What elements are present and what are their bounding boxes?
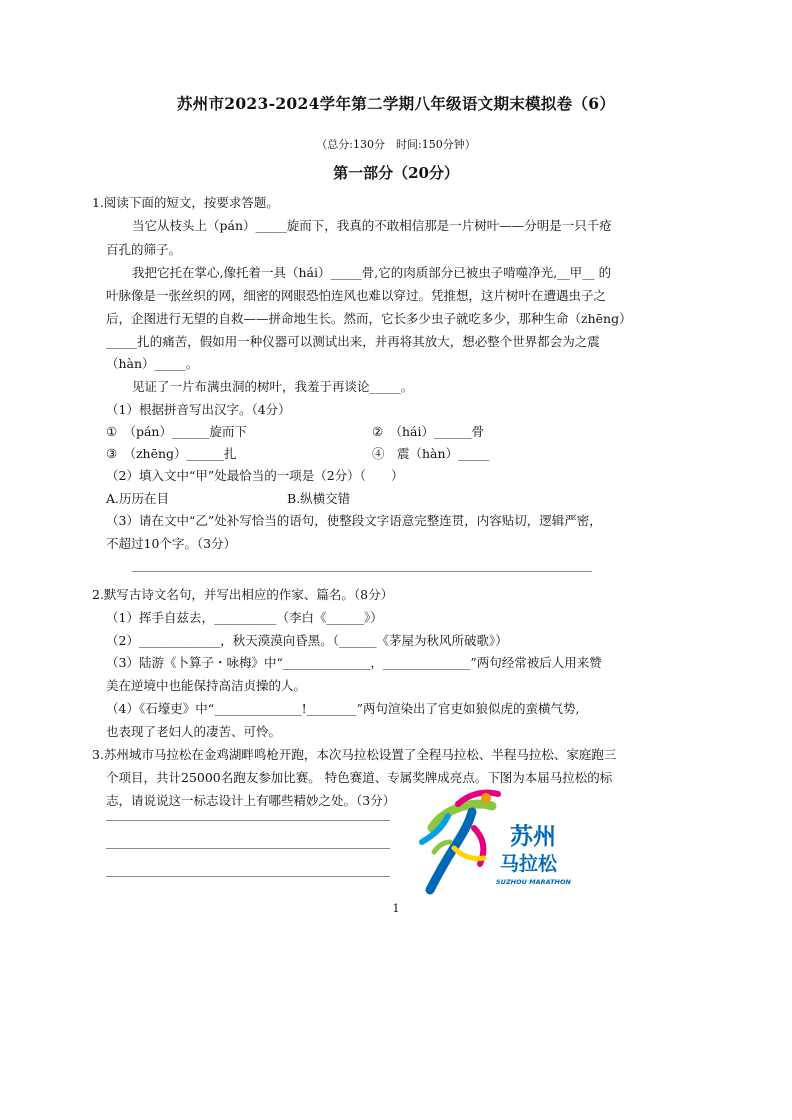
q2-stem: 2.默写古诗文名句，并写出相应的作家、篇名。（8分）	[92, 587, 394, 602]
q2-item-cont: 美在逆境中也能保持高洁贞操的人。	[106, 678, 307, 693]
suzhou-marathon-logo	[414, 786, 582, 898]
q1-passage-line: 当它从枝头上（pán）_____旋而下，我真的不敢相信那是一片树叶——分明是一只千疮	[132, 218, 612, 233]
q2-item-cont: 也表现了老妇人的凄苦、可怜。	[106, 724, 282, 739]
q2-item: （4）《石壕吏》中“______________!________”两句渲染出了官吏如狼似虎的蛮横气势,	[106, 701, 580, 716]
q3-stem: 3.苏州城市马拉松在金鸡湖畔鸣枪开跑，本次马拉松设置了全程马拉松、半程马拉松、家庭跑三	[92, 747, 617, 762]
q1-passage-line: 我把它托在掌心,像托着一具（hái）_____骨,它的肉质部分已被虫子啃噬净光,__甲__ 的	[132, 265, 612, 280]
answer-line	[132, 571, 592, 572]
q1-sub2-option-a: A.历历在目	[106, 491, 170, 506]
part-heading: 第一部分（20分）	[333, 164, 459, 182]
q1-sub2: （2）填入文中“甲”处最恰当的一项是（2分）（ ）	[106, 468, 404, 483]
q1-stem: 1.阅读下面的短文，按要求答题。	[92, 195, 279, 210]
logo-text-cn2: 马拉松	[500, 853, 558, 875]
q1-passage-line: （hàn）_____。	[106, 356, 199, 371]
q1-passage-line: 叶脉像是一张丝织的网，细密的网眼恐怕连风也难以穿过。凭推想，这片树叶在遭遇虫子之	[106, 288, 607, 303]
q1-passage-line: 百孔的筛子。	[106, 242, 182, 257]
logo-text-en: SUZHOU MARATHON	[496, 878, 571, 886]
exam-info: （总分:130分 时间:150分钟）	[316, 138, 476, 151]
q3-stem-cont: 志，请说说这一标志设计上有哪些精妙之处。（3分）	[106, 793, 396, 808]
q1-sub2-option-b: B.纵横交错	[287, 491, 351, 506]
q1-sub1-item: ② （hái）______骨	[372, 424, 484, 439]
answer-line	[106, 876, 390, 877]
q2-item: （1）挥手自兹去，__________（李白《______》）	[106, 610, 383, 625]
q1-sub3: （3）请在文中“乙”处补写恰当的语句，使整段文字语意完整连贯，内容贴切，逻辑严密，	[106, 513, 602, 528]
answer-line	[106, 848, 390, 849]
page-number: 1	[392, 902, 400, 915]
q1-sub1-item: ③ （zhēng）______扎	[106, 446, 237, 461]
q3-stem-cont: 个项目，共计25000名跑友参加比赛。 特色赛道、专属奖牌成亮点。下图为本届马拉松的标	[106, 770, 613, 785]
page-title: 苏州市2023-2024学年第二学期八年级语文期末模拟卷（6）	[176, 94, 616, 113]
q1-sub3-cont: 不超过10个字。（3分）	[106, 536, 237, 551]
q1-sub1: （1）根据拼音写出汉字。（4分）	[106, 402, 291, 417]
logo-text-cn1: 苏州	[510, 824, 556, 850]
q1-sub1-item: ④ 震（hàn）_____	[372, 446, 490, 461]
q1-passage-line: 见证了一片布满虫洞的树叶，我羞于再谈论_____。	[132, 379, 414, 394]
q1-passage-line: 后，企图进行无望的自救——拼命地生长。然而，它长多少虫子就吃多少，那种生命（zhēng）	[106, 311, 632, 326]
q1-passage-line: _____扎的痛苦，假如用一种仪器可以测试出来，并再将其放大，想必整个世界都会为之震	[106, 334, 600, 349]
q2-item: （3）陆游《卜算子・咏梅》中“______________，______________”两句经常被后人用来赞	[106, 655, 602, 670]
q2-item: （2）_____________，秋天漠漠向昏黑。（______《茅屋为秋风所破歌》）	[106, 633, 508, 648]
answer-line	[106, 820, 390, 821]
q1-sub1-item: ① （pán）______旋而下	[106, 424, 247, 439]
